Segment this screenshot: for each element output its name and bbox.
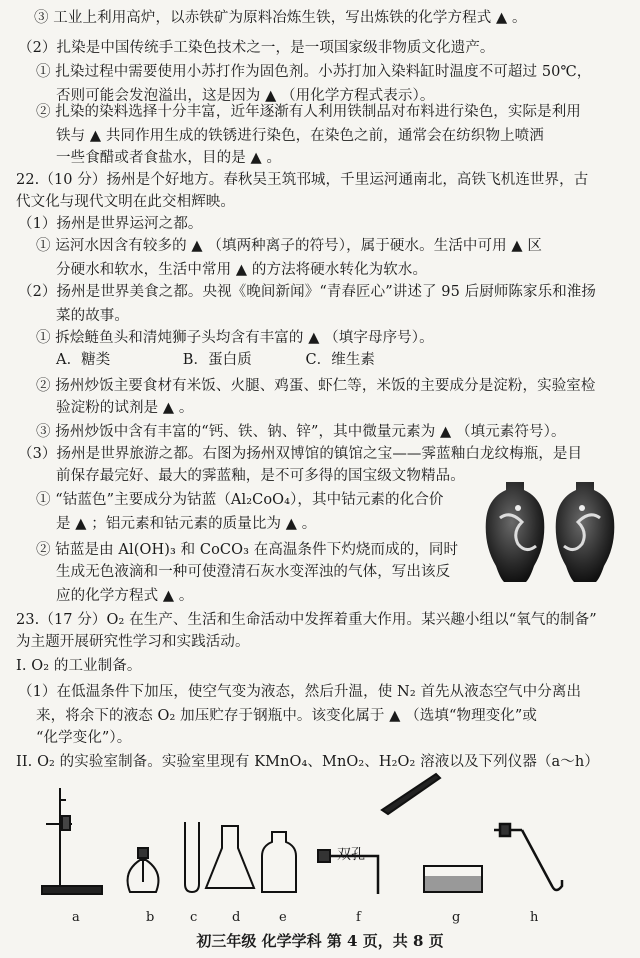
label-a: a — [72, 910, 80, 925]
text-line: ① 拆烩鲢鱼头和清炖狮子头均含有丰富的 ▲ （填字母序号）。 — [36, 330, 434, 346]
text-line: ① 运河水因含有较多的 ▲ （填两种离子的符号），属于硬水。生活中可用 ▲ 区 — [36, 238, 542, 254]
text-line: 铁与 ▲ 共同作用生成的铁锈进行染色，在染色之前，通常会在纺织物上喷洒 — [56, 128, 544, 144]
vase-left — [486, 482, 545, 582]
alcohol-lamp-b — [128, 848, 159, 892]
text-line: ② 扎染的染料选择十分丰富，近年逐渐有人利用铁制品对布料进行染色，实际是利用 — [36, 104, 581, 120]
iron-stand-a — [42, 788, 102, 894]
label-d: d — [232, 910, 241, 925]
page-footer: 初三年级 化学学科 第 4 页，共 8 页 — [196, 932, 444, 950]
text-line: 验淀粉的试剂是 ▲ 。 — [56, 400, 194, 416]
test-tube-c — [185, 822, 199, 892]
label-g: g — [452, 910, 461, 925]
option-b: B．蛋白质 — [182, 352, 252, 368]
vase-image — [470, 478, 630, 586]
text-line: （3）扬州是世界旅游之都。右图为扬州双博馆的镇馆之宝——霁蓝釉白龙纹梅瓶，是目 — [18, 446, 583, 462]
text-line: 22.（10 分）扬州是个好地方。春秋吴王筑邗城，千里运河通南北，高铁飞机连世界，古 — [16, 172, 589, 188]
options-row — [56, 350, 375, 370]
label-h: h — [530, 910, 539, 925]
apparatus-figure — [0, 770, 640, 910]
text-line: 为主题开展研究性学习和实践活动。 — [16, 634, 250, 650]
text-line: ① “钴蓝色”主要成分为钴蓝（Al₂CoO₄），其中钴元素的化合价 — [36, 492, 444, 508]
text-line: （1）扬州是世界运河之都。 — [18, 216, 203, 232]
option-a: A．糖类 — [56, 352, 111, 368]
text-line: ③ 扬州炒饭中含有丰富的“钙、铁、钠、锌”，其中微量元素为 ▲ （填元素符号）。 — [36, 424, 566, 440]
label-f: f — [356, 910, 361, 925]
text-line: 分硬水和软水，生活中常用 ▲ 的方法将硬水转化为软水。 — [56, 262, 428, 278]
label-c: c — [190, 910, 198, 925]
double-hole-label: 双孔 — [337, 847, 366, 863]
label-b: b — [146, 910, 155, 925]
water-trough-g — [424, 866, 482, 892]
bottle-e — [262, 832, 296, 892]
text-line: （2）扬州是世界美食之都。央视《晚间新闻》“青春匠心”讲述了 95 后厨师陈家乐和淮扬 — [18, 284, 597, 300]
text-line: 一些食醋或者食盐水，目的是 ▲ 。 — [56, 150, 282, 166]
text-line: （2）扎染是中国传统手工染色技术之一，是一项国家级非物质文化遗产。 — [18, 40, 495, 56]
text-line: 代文化与现代文明在此交相辉映。 — [16, 194, 235, 210]
text-line: 生成无色液滴和一种可使澄清石灰水变浑浊的气体，写出该反 — [56, 564, 451, 580]
label-e: e — [279, 910, 287, 925]
text-line: 是 ▲ ；铝元素和钴元素的质量比为 ▲ 。 — [56, 516, 317, 532]
text-line: 菜的故事。 — [56, 308, 129, 324]
text-line: 来，将余下的液态 O₂ 加压贮存于钢瓶中。该变化属于 ▲ （选填“物理变化”或 — [36, 708, 538, 724]
option-c: C．维生素 — [305, 352, 376, 368]
text-line: ③ 工业上利用高炉，以赤铁矿为原料冶炼生铁，写出炼铁的化学方程式 ▲ 。 — [34, 10, 527, 26]
text-line: “化学变化”）。 — [36, 730, 132, 746]
text-line: 否则可能会发泡溢出，这是因为 ▲ （用化学方程式表示）。 — [56, 88, 435, 104]
text-line: ② 钴蓝是由 Al(OH)₃ 和 CoCO₃ 在高温条件下灼烧而成的，同时 — [36, 542, 459, 558]
text-line: II. O₂ 的实验室制备。实验室里现有 KMnO₄、MnO₂、H₂O₂ 溶液以及下列仪器（a～h） — [16, 754, 599, 770]
text-line: I. O₂ 的工业制备。 — [16, 658, 142, 674]
text-line: 应的化学方程式 ▲ 。 — [56, 588, 194, 604]
stopper-f — [318, 774, 440, 894]
vase-right — [556, 482, 615, 582]
text-line: （1）在低温条件下加压，使空气变为液态，然后升温，使 N₂ 首先从液态空气中分离出 — [18, 684, 582, 700]
text-line: ② 扬州炒饭主要食材有米饭、火腿、鸡蛋、虾仁等，米饭的主要成分是淀粉，实验室检 — [36, 378, 596, 394]
text-line: ① 扎染过程中需要使用小苏打作为固色剂。小苏打加入染料缸时温度不可超过 50℃， — [36, 64, 592, 80]
text-line: 23.（17 分）O₂ 在生产、生活和生命活动中发挥着重大作用。某兴趣小组以“氧气的制备” — [16, 612, 597, 628]
delivery-tube-h — [494, 824, 562, 890]
conical-flask-d — [206, 826, 254, 888]
text-line: 前保存最完好、最大的霁蓝釉，是不可多得的国宝级文物精品。 — [56, 468, 465, 484]
